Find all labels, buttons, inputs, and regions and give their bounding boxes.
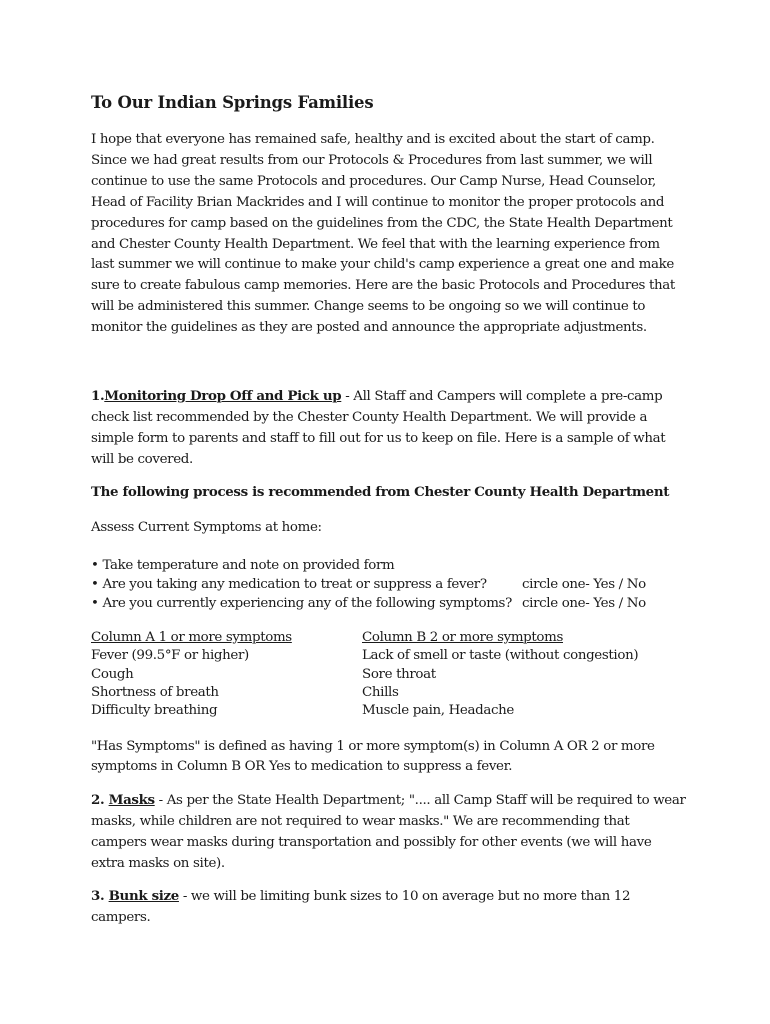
section-2-heading: Masks [108,792,155,808]
list-item: Fever (99.5°F or higher) [91,648,249,664]
intro-line: continue to use the same Protocols and procedures. Our Camp Nurse, Head Counselor, [91,173,656,189]
column-a [91,629,292,720]
section-1-heading: Monitoring Drop Off and Pick up [104,388,342,404]
section-2-line: campers wear masks during transportation and possibly for other events (we will have [91,834,652,850]
intro-line: will be administered this summer. Change seems to be ongoing so we will continue to [91,299,646,315]
list-item: Sore throat [362,666,436,682]
page-title: To Our Indian Springs Families [91,93,374,112]
list-item [91,594,646,613]
intro-line: Since we had great results from our Protocols & Procedures from last summer, we will [91,152,653,168]
symptom-bullet-list [91,556,646,613]
assess-text: Assess Current Symptoms at home: [91,520,322,535]
bullet-text: • Are you taking any medication to treat or suppress a fever? [91,577,487,592]
list-item: Difficulty breathing [91,703,218,719]
intro-line: I hope that everyone has remained safe, healthy and is excited about the start of camp. [91,132,655,147]
intro-paragraph [91,130,691,339]
section-2-masks [91,790,691,875]
section-1-drop-off [91,386,691,471]
intro-line: Head of Facility Brian Mackrides and I will continue to monitor the proper protocols and [91,194,665,210]
section-3-heading: Bunk size [108,888,179,904]
list-item: Chills [362,684,399,700]
intro-line: sure to create fabulous camp memories. Here are the basic Protocols and Procedures that [91,278,675,294]
section-2-line: masks, while children are not required to wear masks." We are recommending that [91,813,630,829]
column-b-heading: Column B 2 or more symptoms [362,630,563,645]
definition-line: "Has Symptoms" is defined as having 1 or more symptom(s) in Column A OR 2 or more [91,739,655,754]
section-2-first-line [91,790,691,812]
section-2-text: - As per the State Health Department; ".... all Camp Staff will be required to wear [154,793,686,808]
section-1-line: check list recommended by the Chester County Health Department. We will provide a [91,409,648,425]
section-3-text: - we will be limiting bunk sizes to 10 on average but no more than 12 [178,889,631,904]
section-1-number: 1. [91,388,105,404]
bullet-text: • Are you currently experiencing any of the following symptoms? [91,596,512,611]
section-2-line: extra masks on site). [91,855,225,871]
section-3-bunk-size [91,886,691,929]
section-2-number: 2. [91,792,109,808]
definition-line: symptoms in Column B OR Yes to medication to suppress a fever. [91,759,513,774]
circle-one-label: circle one- Yes / No [522,577,646,592]
assess-label [91,518,691,539]
list-item: Shortness of breath [91,684,219,700]
section-1-line: simple form to parents and staff to fill out for us to keep on file. Here is a sample of what [91,430,666,446]
bullet-text: • Take temperature and note on provided form [91,558,395,573]
section-1-first-line [91,386,691,408]
list-item [91,575,646,594]
intro-line: monitor the guidelines as they are posted and announce the appropriate adjustments. [91,320,647,336]
column-b [362,629,638,720]
list-item [91,556,512,575]
list-item: Muscle pain, Headache [362,703,514,719]
has-symptoms-definition [91,737,691,777]
process-heading [91,482,691,503]
process-heading-text: The following process is recommended from Chester County Health Department [91,484,670,500]
intro-line: and Chester County Health Department. We feel that with the learning experience from [91,236,660,252]
intro-line: last summer we will continue to make your child's camp experience a great one and make [91,257,674,273]
section-3-line: campers. [91,909,151,925]
column-a-heading: Column A 1 or more symptoms [91,630,292,645]
section-3-first-line [91,886,691,908]
section-3-number: 3. [91,888,109,904]
section-1-text: - All Staff and Campers will complete a pre-camp [341,389,663,404]
list-item: Cough [91,666,134,682]
section-1-line: will be covered. [91,451,193,467]
list-item: Lack of smell or taste (without congestion) [362,648,639,664]
circle-one-label: circle one- Yes / No [522,596,646,611]
intro-line: procedures for camp based on the guidelines from the CDC, the State Health Department [91,215,673,231]
